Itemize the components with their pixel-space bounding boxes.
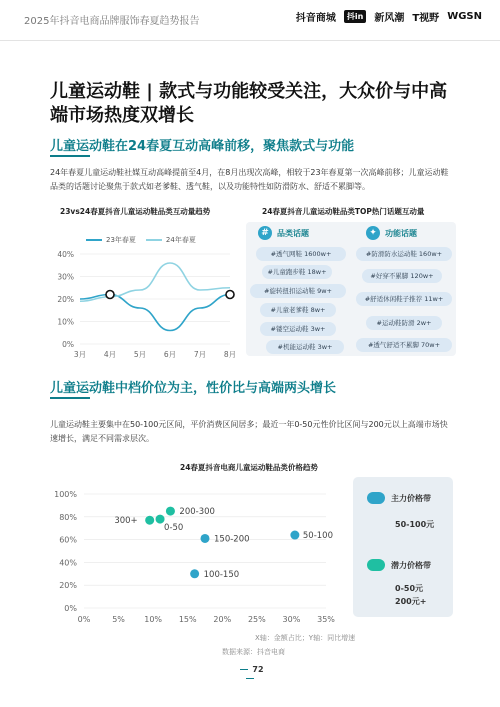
x-tick-label: 35% [317, 615, 335, 624]
category-topic-4: #儿童老爹鞋 8w+ [260, 303, 336, 317]
category-topic-5: #镂空运动鞋 3w+ [260, 322, 336, 336]
report-title: 2025年抖音电商品牌服饰春夏趋势报告 [24, 16, 200, 27]
brand-logos [296, 9, 482, 24]
function-topic-3: #舒适休闲鞋子推荐 11w+ [356, 292, 452, 306]
point-label: 100-150 [203, 569, 240, 580]
tshiye-logo: T视野 [412, 13, 440, 24]
line-chart-title: 23vs24春夏抖音儿童运动鞋品类互动量趋势 [60, 207, 211, 216]
scatter-point [166, 507, 175, 516]
legend-23: 23年春夏 [86, 235, 136, 245]
scatter-chart [48, 482, 348, 638]
potential-band-value-2: 200元+ [395, 597, 427, 606]
main-band-label: 主力价格带 [391, 494, 431, 503]
topics-chart-title: 24春夏抖音儿童运动鞋品类TOP热门话题互动量 [262, 207, 425, 216]
category-topic-2: #儿童跑步鞋 18w+ [262, 265, 332, 279]
x-tick-label: 15% [178, 615, 197, 624]
peak-marker [106, 291, 114, 299]
wgsn-logo: WGSN [447, 11, 482, 22]
y-tick-label: 80% [59, 512, 77, 522]
x-tick-label: 30% [282, 615, 301, 624]
function-topic-4: #运动鞋防滑 2w+ [366, 316, 442, 330]
page-number: 72 [230, 665, 270, 683]
line-chart [48, 246, 238, 364]
section2-heading: 儿童运动鞋中档价位为主，性价比与高端两头增长 [50, 381, 337, 396]
scatter-axis-note: X轴：金额占比；Y轴：同比增速 [255, 634, 356, 642]
y-tick-label: 20% [57, 295, 74, 304]
potential-band-marker [367, 559, 385, 571]
function-topic-5: #透气舒适不累脚 70w+ [356, 338, 452, 352]
peak-marker [226, 291, 234, 299]
point-label: 0-50 [164, 523, 184, 534]
function-topic-1: #防滑防水运动鞋 160w+ [356, 247, 452, 261]
douyin-in-logo: 抖in [344, 10, 366, 23]
line-chart-legend [86, 235, 196, 245]
x-tick-label: 7月 [193, 350, 207, 359]
point-label: 300+ [114, 516, 138, 527]
y-tick-label: 40% [57, 250, 74, 259]
point-label: 150-200 [214, 534, 250, 545]
x-tick-label: 3月 [73, 350, 87, 359]
price-band-legend [353, 477, 453, 617]
main-band-value: 50-100元 [395, 520, 435, 529]
tag-icon: # [258, 226, 272, 240]
section2-underline [50, 397, 90, 399]
x-tick-label: 20% [213, 615, 232, 624]
category-topic-1: #透气网鞋 1600w+ [256, 247, 346, 261]
x-tick-label: 6月 [163, 350, 177, 359]
scatter-point [201, 534, 210, 543]
page-title: 儿童运动鞋 | 款式与功能较受关注，大众价与中高端市场热度双增长 [50, 81, 448, 126]
section1-underline [50, 155, 90, 157]
point-label: 50-100 [302, 531, 333, 542]
category-topic-3: #旋转扭扣运动鞋 9w+ [250, 284, 346, 298]
category-topics-header: # 品类话题 [258, 226, 309, 240]
y-tick-label: 30% [57, 272, 74, 282]
section1-paragraph: 24年春夏儿童运动鞋社媒互动高峰提前至4月，在8月出现次高峰，相较于23年春夏第一次高峰前移；儿童运动鞋品类的话题讨论聚焦于款式如老爹鞋、透气鞋，以及功能特性如防滑防水、舒适不累脚等。 [50, 168, 449, 191]
x-tick-label: 25% [247, 615, 266, 624]
category-topic-6: #机能运动鞋 3w+ [266, 340, 344, 354]
potential-band-label: 潜力价格带 [391, 561, 431, 570]
point-label: 200-300 [179, 507, 215, 518]
section2-paragraph: 儿童运动鞋主要集中在50-100元区间，平价消费区间居多；最近一年0-50元性价比区间与200元以上高端市场快速增长，满足不同需求层次。 [50, 420, 448, 443]
y-tick-label: 10% [57, 317, 74, 327]
potential-band-value-1: 0-50元 [395, 584, 424, 593]
main-band-marker [367, 492, 385, 504]
x-tick-label: 5% [112, 615, 125, 624]
x-tick-label: 8月 [223, 350, 237, 359]
function-topics-header: ✦ 功能话题 [366, 226, 417, 240]
y-tick-label: 60% [59, 535, 77, 545]
section1-heading: 儿童运动鞋在24春夏互动高峰前移，聚焦款式与功能 [50, 139, 355, 154]
x-tick-label: 5月 [133, 350, 147, 359]
x-tick-label: 10% [144, 615, 163, 624]
y-tick-label: 0% [64, 604, 77, 613]
y-tick-label: 100% [54, 490, 77, 499]
y-tick-label: 20% [59, 581, 77, 591]
x-tick-label: 4月 [103, 350, 117, 359]
xinfengchao-logo: 新风潮 [374, 13, 405, 24]
x-tick-label: 0% [77, 615, 91, 624]
scatter-point [290, 531, 299, 540]
scatter-point [190, 569, 199, 578]
douyin-mall-logo: 抖音商城 [295, 13, 336, 24]
data-source: 数据来源：抖音电商 [222, 648, 285, 656]
y-tick-label: 40% [59, 558, 77, 568]
scatter-point [145, 516, 154, 525]
page-header [0, 0, 500, 41]
function-topic-2: #好穿不累脚 120w+ [362, 269, 442, 283]
legend-24: 24年春夏 [146, 235, 196, 245]
topics-panel [246, 222, 456, 356]
scatter-chart-title: 24春夏抖音电商儿童运动鞋品类价格趋势 [180, 463, 318, 472]
function-icon: ✦ [366, 226, 380, 240]
series-line-23 [80, 295, 230, 331]
y-tick-label: 0% [62, 340, 74, 349]
